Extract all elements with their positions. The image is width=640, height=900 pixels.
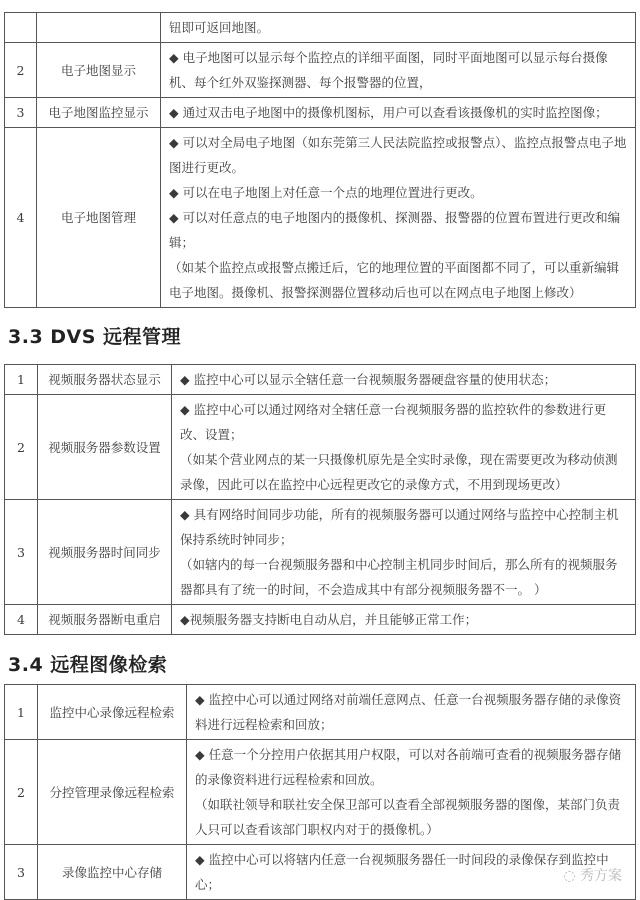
row-description: ◆ 可以对全局电子地图（如东莞第三人民法院监控或报警点）、监控点报警点电子地图进行更改。 ◆ 可以在电子地图上对任意一个点的地理位置进行更改。 ◆ 可以对任意点的电子地图内的摄像机、探测器、报警器的位置布置进行更改和编辑； （如某个监控点或报警点搬迁后，它的地理位置的平面图都不同了，可以重新编辑电子地图。摄像机、报警探测器位置移动后也可以在网点电子地图上修改） (161, 128, 636, 308)
row-number: 3 (5, 845, 38, 900)
table-row (5, 605, 636, 635)
row-description: ◆ 监控中心可以通过网络对前端任意网点、任意一台视频服务器存储的录像资料进行远程检索和回放； (187, 685, 636, 740)
row-number (5, 13, 37, 43)
table-row (5, 740, 636, 845)
table-row (5, 395, 636, 500)
row-number: 2 (5, 740, 38, 845)
watermark: ◌ 秀方案 (563, 868, 622, 884)
row-function-name: 视频服务器时间同步 (38, 500, 172, 605)
row-number: 4 (5, 605, 38, 635)
row-description: ◆ 任意一个分控用户依据其用户权限，可以对各前端可查看的视频服务器存储的录像资料进行远程检索和回放。 （如联社领导和联社安全保卫部可以查看全部视频服务器的图像，某部门负责人只可以查看该部门职权内对于的摄像机。） (187, 740, 636, 845)
table-row (5, 98, 636, 128)
row-function-name: 视频服务器状态显示 (38, 365, 172, 395)
table-row (5, 43, 636, 98)
row-description: ◆ 具有网络时间同步功能，所有的视频服务器可以通过网络与监控中心控制主机保持系统时钟同步； （如辖内的每一台视频服务器和中心控制主机同步时间后，那么所有的视频服务器都具有了统一的时间，不会造成其中有部分视频服务器不一。 ） (172, 500, 636, 605)
row-function-name: 电子地图显示 (37, 43, 161, 98)
row-description: ◆ 监控中心可以将辖内任意一台视频服务器任一时间段的录像保存到监控中心； (187, 845, 636, 900)
section-heading-3-4: 3.4 远程图像检索 (8, 654, 168, 676)
row-description: ◆ 通过双击电子地图中的摄像机图标，用户可以查看该摄像机的实时监控图像； (161, 98, 636, 128)
section-heading-3-3: 3.3 DVS 远程管理 (8, 326, 182, 348)
row-function-name (37, 13, 161, 43)
dvs-remote-management-table (4, 364, 636, 635)
row-function-name: 电子地图管理 (37, 128, 161, 308)
table-row (5, 365, 636, 395)
e-map-table (4, 12, 636, 308)
row-function-name: 电子地图监控显示 (37, 98, 161, 128)
row-number: 3 (5, 500, 38, 605)
row-function-name: 视频服务器参数设置 (38, 395, 172, 500)
table-row (5, 500, 636, 605)
row-number: 1 (5, 685, 38, 740)
row-number: 1 (5, 365, 38, 395)
row-description: ◆ 电子地图可以显示每个监控点的详细平面图，同时平面地图可以显示每台摄像机、每个红外双鉴探测器、每个报警器的位置， (161, 43, 636, 98)
row-function-name: 分控管理录像远程检索 (38, 740, 187, 845)
row-number: 3 (5, 98, 37, 128)
row-number: 2 (5, 395, 38, 500)
remote-image-search-table (4, 684, 636, 900)
row-number: 2 (5, 43, 37, 98)
row-function-name: 视频服务器断电重启 (38, 605, 172, 635)
row-description: 钮即可返回地图。 (161, 13, 636, 43)
table-row (5, 845, 636, 900)
row-description: ◆视频服务器支持断电自动从启，并且能够正常工作； (172, 605, 636, 635)
row-description: ◆ 监控中心可以显示全辖任意一台视频服务器硬盘容量的使用状态； (172, 365, 636, 395)
row-description: ◆ 监控中心可以通过网络对全辖任意一台视频服务器的监控软件的参数进行更改、设置； （如某个营业网点的某一只摄像机原先是全实时录像，现在需要更改为移动侦测录像，因此可以在监控中心远程更改它的录像方式，不用到现场更改） (172, 395, 636, 500)
row-number: 4 (5, 128, 37, 308)
row-function-name: 录像监控中心存储 (38, 845, 187, 900)
table-row (5, 685, 636, 740)
table-row (5, 128, 636, 308)
table-row (5, 13, 636, 43)
wechat-icon: ◌ (563, 868, 580, 884)
row-function-name: 监控中心录像远程检索 (38, 685, 187, 740)
